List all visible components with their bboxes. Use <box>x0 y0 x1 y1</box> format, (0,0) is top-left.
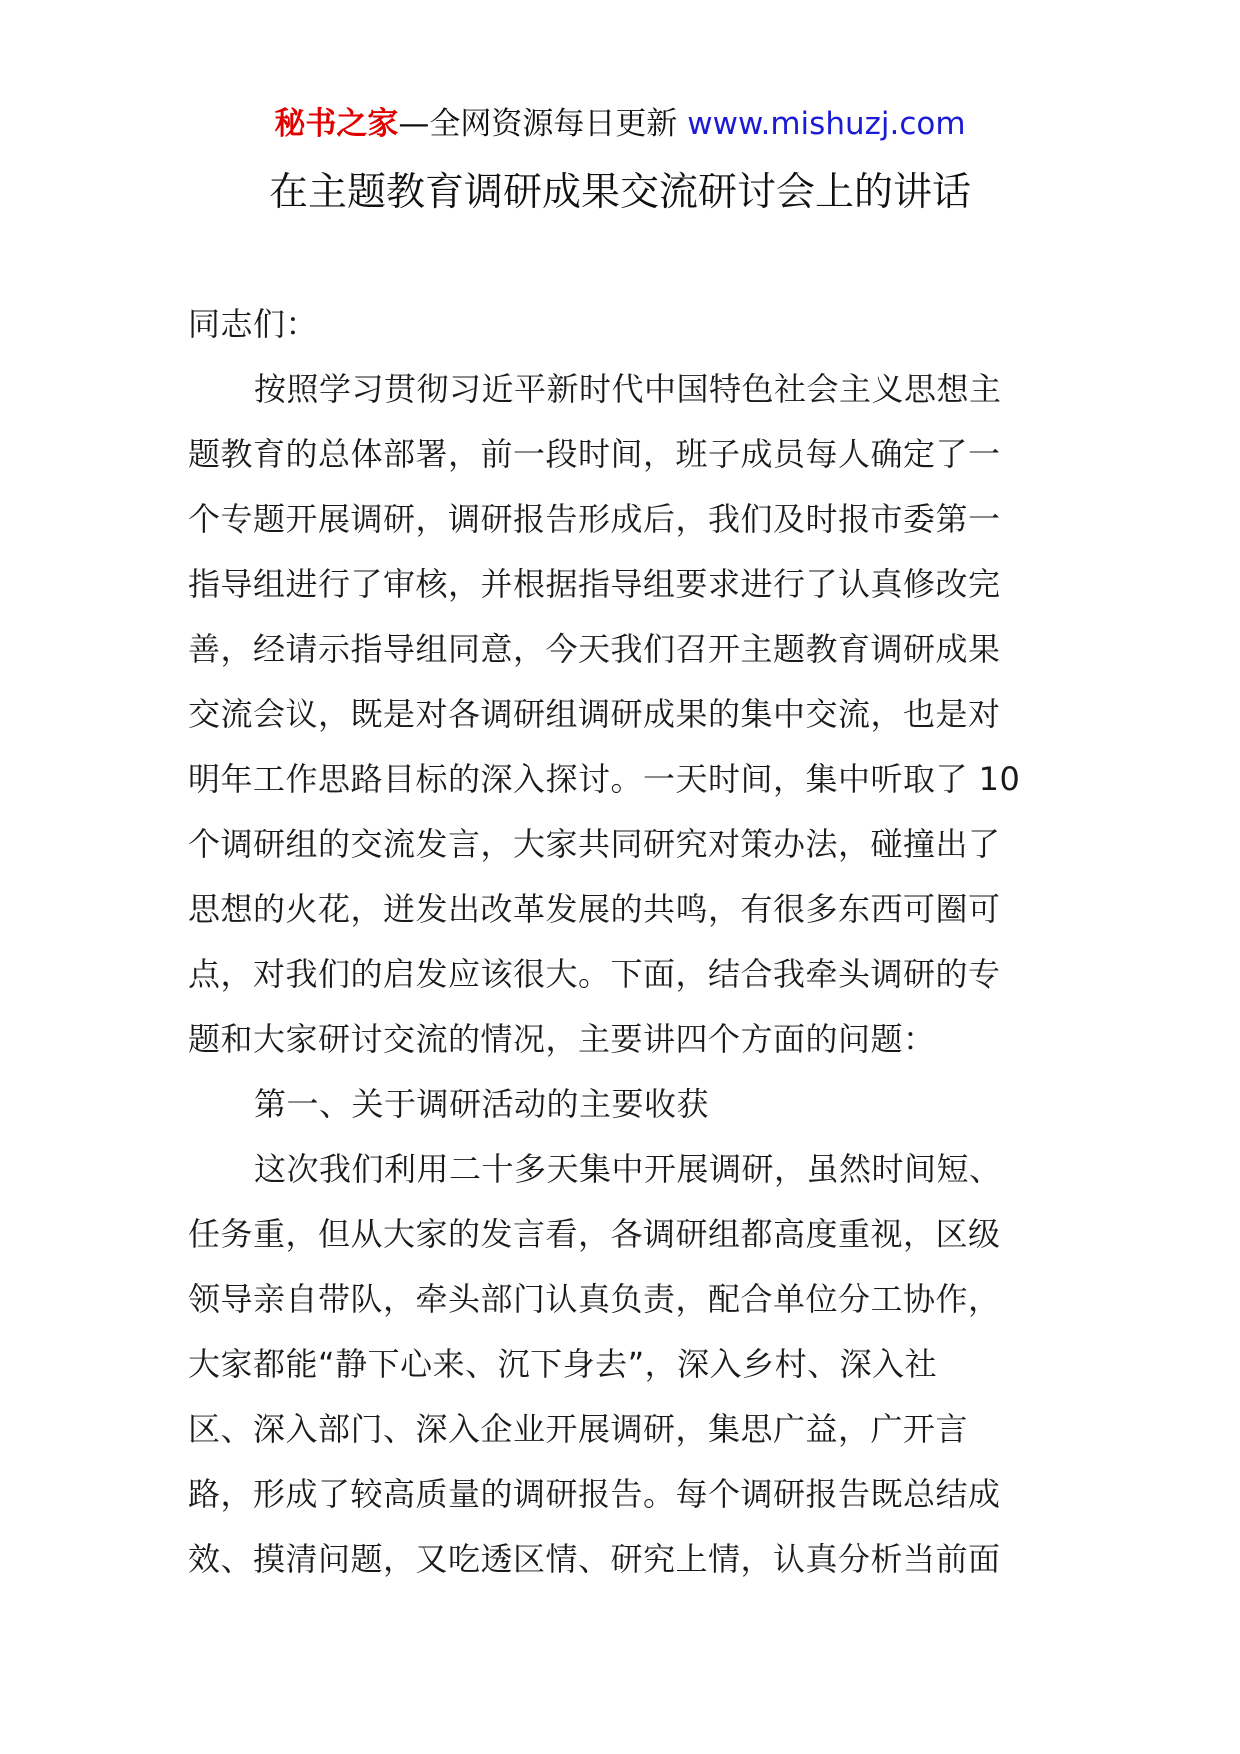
paragraph-line: 按照学习贯彻习近平新时代中国特色社会主义思想主 <box>254 370 1002 408</box>
paragraph-line: 大家都能“静下心来、沉下身去”，深入乡村、深入社 <box>188 1345 938 1383</box>
paragraph-line: 题和大家研讨交流的情况，主要讲四个方面的问题： <box>188 1020 936 1058</box>
section-heading: 第一、关于调研活动的主要收获 <box>254 1085 710 1123</box>
paragraph-line: 思想的火花，迸发出改革发展的共鸣，有很多东西可圈可 <box>188 890 1001 928</box>
paragraph-line: 领导亲自带队，牵头部门认真负责，配合单位分工协作， <box>188 1280 1001 1318</box>
paragraph-line: 路，形成了较高质量的调研报告。每个调研报告既总结成 <box>188 1475 1001 1513</box>
document-title: 在主题教育调研成果交流研讨会上的讲话 <box>268 170 971 215</box>
site-header <box>0 102 1240 146</box>
paragraph-line: 效、摸清问题，又吃透区情、研究上情，认真分析当前面 <box>188 1540 1001 1578</box>
header-tagline: —全网资源每日更新 <box>398 106 688 142</box>
paragraph-line: 个专题开展调研，调研报告形成后，我们及时报市委第一 <box>188 500 1001 538</box>
paragraph-line: 题教育的总体部署，前一段时间，班子成员每人确定了一 <box>188 435 1001 473</box>
brand-name: 秘书之家 <box>274 106 399 142</box>
paragraph-line: 区、深入部门、深入企业开展调研，集思广益，广开言 <box>188 1410 969 1448</box>
paragraph-line: 个调研组的交流发言，大家共同研究对策办法，碰撞出了 <box>188 825 1001 863</box>
salutation: 同志们： <box>188 305 319 343</box>
paragraph-line: 指导组进行了审核，并根据指导组要求进行了认真修改完 <box>188 565 1001 603</box>
paragraph-line: 点，对我们的启发应该很大。下面，结合我牵头调研的专 <box>188 955 1001 993</box>
document-body <box>188 292 1056 1592</box>
site-url-link[interactable]: www.mishuzj.com <box>687 106 966 142</box>
paragraph-line: 交流会议，既是对各调研组调研成果的集中交流，也是对 <box>188 695 1001 733</box>
paragraph-line: 这次我们利用二十多天集中开展调研，虽然时间短、 <box>254 1150 1002 1188</box>
paragraph-line: 明年工作思路目标的深入探讨。一天时间，集中听取了 10 <box>188 760 1021 798</box>
paragraph-line: 任务重，但从大家的发言看，各调研组都高度重视，区级 <box>188 1215 1001 1253</box>
paragraph-line: 善，经请示指导组同意，今天我们召开主题教育调研成果 <box>188 630 1001 668</box>
